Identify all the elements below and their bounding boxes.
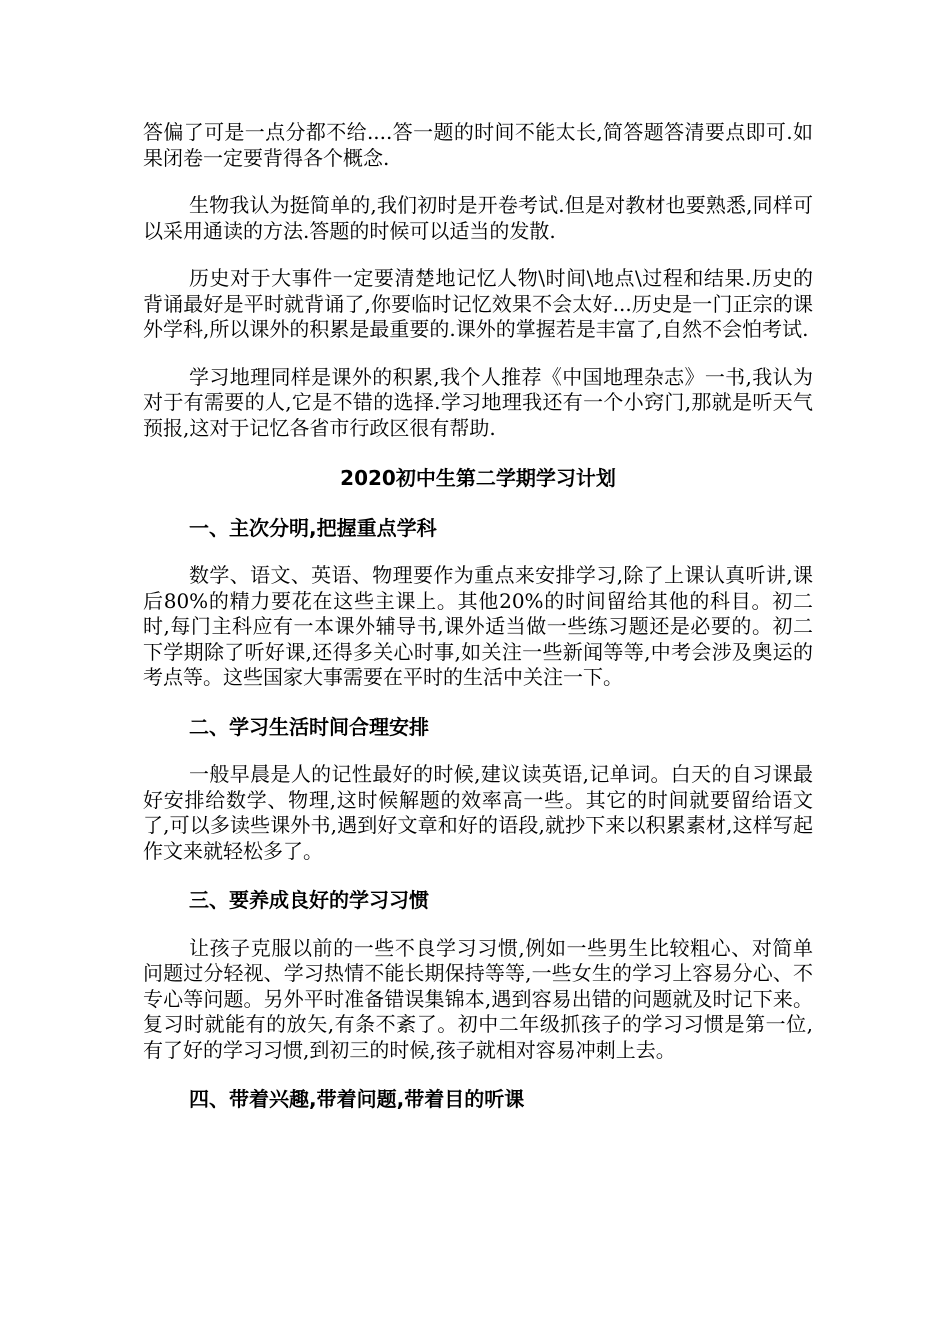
intro-paragraph-3: 历史对于大事件一定要清楚地记忆人物\时间\地点\过程和结果.历史的背诵最好是平时就背诵了,你要临时记忆效果不会太好...历史是一门正宗的课外学科,所以课外的积累是最重要的.课外的掌握若是丰富了,自然不会怕考试. [143, 266, 813, 341]
document-title: 2020初中生第二学期学习计划 [340, 466, 616, 490]
section-heading-4: 四、带着兴趣,带着问题,带着目的听课 [189, 1087, 525, 1111]
section-body-1: 数学、语文、英语、物理要作为重点来安排学习,除了上课认真听讲,课后80%的精力要花在这些主课上。其他20%的时间留给其他的科目。初二时,每门主科应有一本课外辅导书,课外适当做一些练习题还是必要的。初二下学期除了听好课,还得多关心时事,如关注一些新闻等等,中考会涉及奥运的考点等。这些国家大事需要在平时的生活中关注一下。 [143, 563, 813, 689]
intro-paragraph-4: 学习地理同样是课外的积累,我个人推荐《中国地理杂志》一书,我认为对于有需要的人,它是不错的选择.学习地理我还有一个小窍门,那就是听天气预报,这对于记忆各省市行政区很有帮助. [143, 364, 813, 440]
section-body-2: 一般早晨是人的记性最好的时候,建议读英语,记单词。白天的自习课最好安排给数学、物理,这时候解题的效率高一些。其它的时间就要留给语文了,可以多读些课外书,遇到好文章和好的语段,就抄下来以积累素材,这样写起作文来就轻松多了。 [143, 762, 813, 863]
intro-paragraph-2: 生物我认为挺简单的,我们初时是开卷考试.但是对教材也要熟悉,同样可以采用通读的方法.答题的时候可以适当的发散. [143, 193, 813, 243]
section-body-3: 让孩子克服以前的一些不良学习习惯,例如一些男生比较粗心、对简单问题过分轻视、学习热情不能长期保持等等,一些女生的学习上容易分心、不专心等问题。另外平时准备错误集锦本,遇到容易出错的问题就及时记下来。复习时就能有的放矢,有条不紊了。初中二年级抓孩子的学习习惯是第一位,有了好的学习习惯,到初三的时候,孩子就相对容易冲刺上去。 [143, 935, 813, 1062]
section-heading-1: 一、主次分明,把握重点学科 [189, 515, 437, 540]
section-heading-3: 三、要养成良好的学习习惯 [189, 888, 429, 912]
document-page [143, 120, 813, 1113]
section-heading-2: 二、学习生活时间合理安排 [189, 714, 429, 739]
intro-paragraph-1: 答偏了可是一点分都不给....答一题的时间不能太长,简答题答清要点即可.如果闭卷一定要背得各个概念. [143, 120, 813, 170]
